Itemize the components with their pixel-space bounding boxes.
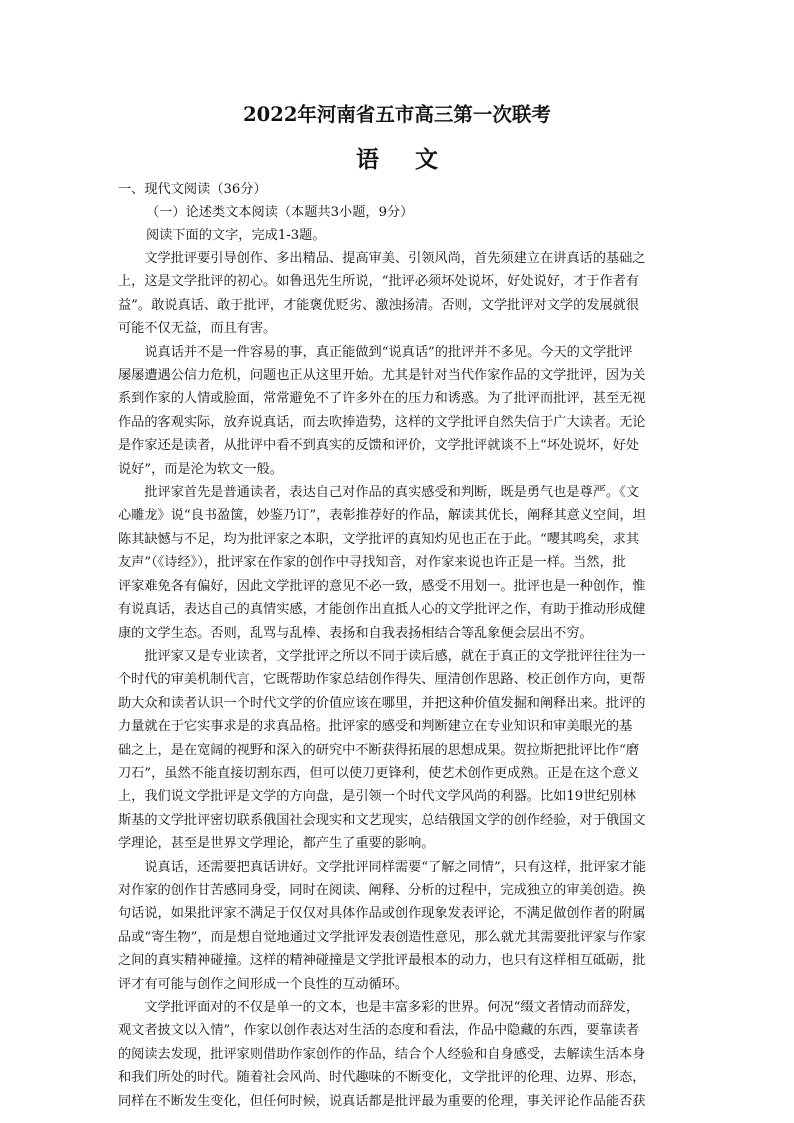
paragraph-4-line: 批评家又是专业读者，文学批评之所以不同于读后感，就在于真正的文学批评往往为一 <box>118 648 646 664</box>
paragraph-6-line: 和我们所处的时代。随着社会风尚、时代趣味的不断变化，文学批评的伦理、边界、形态， <box>118 1070 646 1086</box>
paragraph-3-line: 友声”（《诗经》），批评家在作家的创作中寻找知音，对作家来说也许正是一样。当然，批 <box>118 555 626 571</box>
paragraph-5-line: 说真话，还需要把真话讲好。文学批评同样需要“了解之同情”，只有这样，批评家才能 <box>118 859 646 875</box>
paragraph-6-line: 观文者披文以入情”，作家以创作表达对生活的态度和看法，作品中隐藏的东西，要靠读者 <box>118 1023 640 1039</box>
exam-title: 2022年河南省五市高三第一次联考 <box>243 103 551 126</box>
paragraph-6-line: 同样在不断发生变化，但任何时候，说真话都是批评最为重要的伦理，事关评论作品能否获 <box>118 1093 646 1109</box>
paragraph-4-line: 助大众和读者认识一个时代文学的价值应该在哪里，并把这种价值发掘和阐释出来。批评的 <box>118 695 646 711</box>
paragraph-1-line: 文学批评要引导创作、多出精品、提高审美、引领风尚，首先须建立在讲真话的基础之 <box>118 251 646 266</box>
paragraph-3-line: 心雕龙》说“良书盈箧，妙鉴乃订”，表彰推荐好的作品，解读其优长，阐释其意义空间，坦 <box>118 508 646 524</box>
paragraph-5-line: 评才有可能与创作之间形成一个良性的互动循环。 <box>118 976 409 992</box>
paragraph-4-line: 学理论，甚至是世界文学理论，都产生了重要的影响。 <box>118 836 435 852</box>
paragraph-5-line: 对作家的创作甘苦感同身受，同时在阅读、阐释、分析的过程中，完成独立的审美创造。换 <box>118 882 646 898</box>
section-subheading: （一）论述类文本阅读（本题共3小题，9分） <box>146 205 414 220</box>
paragraph-6-line: 文学批评面对的不仅是单一的文本，也是丰富多彩的世界。何况“缀文者情动而辞发， <box>118 1000 640 1015</box>
paragraph-2-line: 说真话并不是一件容易的事，真正能做到“说真话”的批评并不多见。今天的文学批评 <box>118 344 633 360</box>
instruction-text: 阅读下面的文字，完成1-3题。 <box>146 228 326 243</box>
section-heading: 一、现代文阅读（36分） <box>118 182 267 197</box>
paragraph-2-line: 屡屡遭遇公信力危机，问题也正从这里开始。尤其是针对当代作家作品的文学批评，因为关 <box>118 368 646 384</box>
paragraph-3-line: 批评家首先是普通读者，表达自己对作品的真实感受和判断，既是勇气也是尊严。《文 <box>118 485 639 501</box>
subject-title: 语文 <box>356 146 474 173</box>
paragraph-2-line: 说好”，而是沦为软文一般。 <box>118 461 283 477</box>
paragraph-4-line: 个时代的审美机制代言，它既帮助作家总结创作得失、厘清创作思路、校正创作方向，更帮 <box>118 672 646 688</box>
paragraph-3-line: 评家难免各有偏好，因此文学批评的意见不必一致，感受不用划一。批评也是一种创作，惟 <box>118 578 646 594</box>
paragraph-3-line: 陈其缺憾与不足，均为批评家之本职，文学批评的真知灼见也正在于此。“嘤其鸣矣，求其 <box>118 531 640 547</box>
paragraph-1-line: 益”。敢说真话、敢于批评，才能褒优贬劣、激浊扬清。否则，文学批评对文学的发展就很 <box>118 297 640 313</box>
paragraph-2-line: 是作家还是读者，从批评中看不到真实的反馈和评价，文学批评就谈不上“坏处说坏，好处 <box>118 438 640 454</box>
paragraph-3-line: 康的文学生态。否则，乱骂与乱棒、表扬和自我表扬相结合等乱象便会层出不穷。 <box>118 625 593 641</box>
paragraph-5-line: 之间的真实精神碰撞。这样的精神碰撞是文学批评最根本的动力，也只有这样相互砥砺，批 <box>118 953 646 969</box>
paragraph-2-line: 系到作家的人情或脸面，常常避免不了许多外在的压力和诱惑。为了批评而批评，甚至无视 <box>118 391 646 407</box>
paragraph-4-line: 刀石”，虽然不能直接切割东西，但可以使刀更锋利，使艺术创作更成熟。正是在这个意义 <box>118 765 640 781</box>
paragraph-4-line: 力量就在于它实事求是的求真品格。批评家的感受和判断建立在专业知识和审美眼光的基 <box>118 719 633 735</box>
article-body <box>118 247 698 1113</box>
paragraph-3-line: 有说真话，表达自己的真情实感，才能创作出直抵人心的文学批评之作，有助于推动形成健 <box>118 602 646 618</box>
paragraph-5-line: 句话说，如果批评家不满足于仅仅对具体作品或创作现象发表评论，不满足做创作者的附属 <box>118 906 646 922</box>
paragraph-4-line: 础之上，是在宽阔的视野和深入的研究中不断获得拓展的思想成果。贺拉斯把批评比作“磨 <box>118 742 640 758</box>
paragraph-1-line: 上，这是文学批评的初心。如鲁迅先生所说，“批评必须坏处说坏，好处说好，才于作者有 <box>118 274 640 290</box>
paragraph-1-line: 可能不仅无益，而且有害。 <box>118 321 277 337</box>
paragraph-4-line: 斯基的文学批评密切联系俄国社会现实和文艺现实，总结俄国文学的创作经验，对于俄国文 <box>118 812 646 828</box>
paragraph-6-line: 的阅读去发现，批评家则借助作家创作的作品，结合个人经验和自身感受，去解读生活本身 <box>118 1046 646 1062</box>
paragraph-4-line: 上，我们说文学批评是文学的方向盘，是引领一个时代文学风尚的利器。比如19世纪别林 <box>118 789 636 805</box>
paragraph-5-line: 品或“寄生物”，而是想自觉地通过文学批评发表创造性意见，那么就尤其需要批评家与作家 <box>118 929 646 945</box>
paragraph-2-line: 作品的客观实际，放弃说真话，而去吹捧造势，这样的文学批评自然失信于广大读者。无论 <box>118 414 646 430</box>
